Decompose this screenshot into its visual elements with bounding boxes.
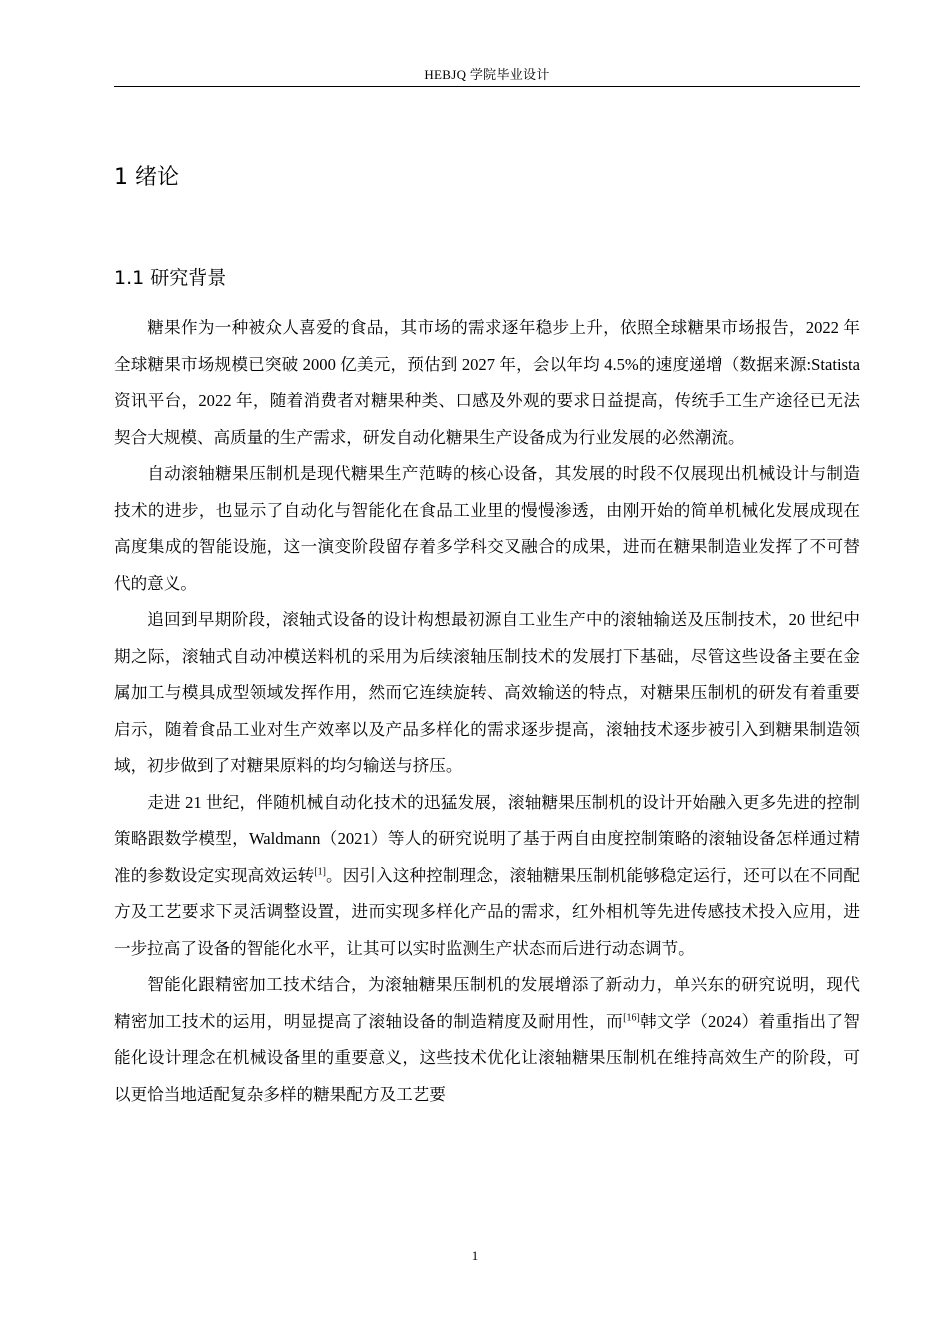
chapter-heading: 1 绪论 — [114, 165, 179, 190]
section-heading: 1.1 研究背景 — [114, 267, 227, 289]
paragraph-text: 韩文学（2024）着重指出了智能化设计理念在机械设备里的重要意义，这些技术优化让滚轴糖果压制机在维持高效生产的阶段，可以更恰当地适配复杂多样的糖果配方及工艺要 — [114, 1011, 861, 1104]
body-text — [114, 310, 860, 1113]
paragraph: 糖果作为一种被众人喜爱的食品，其市场的需求逐年稳步上升，依照全球糖果市场报告，2022 年全球糖果市场规模已突破 2000 亿美元，预估到 2027 年，会以年均 4.5%的速度递增（数据来源:Statista 资讯平台，2022 年，随着消费者对糖果种类、口感及外观的要求日益提高，传统手工生产途径已无法契合大规模、高质量的生产需求，研发自动化糖果生产设备成为行业发展的必然潮流。 — [114, 318, 860, 447]
page-number: 1 — [471, 1248, 479, 1263]
paragraph-text: 走进 21 世纪，伴随机械自动化技术的迅猛发展，滚轴糖果压制机的设计开始融入更多先进的控制策略跟数学模型，Waldmann（2021）等人的研究说明了基于两自由度控制策略的滚轴设备怎样通过精准的参数设定实现高效运转 — [114, 792, 860, 885]
paragraph-text: 。因引入这种控制理念，滚轴糖果压制机能够稳定运行，还可以在不同配方及工艺要求下灵活调整设置，进而实现多样化产品的需求，红外相机等先进传感技术投入应用，进一步拉高了设备的智能化水平，让其可以实时监测生产状态而后进行动态调节。 — [114, 865, 861, 958]
header-divider — [114, 86, 860, 87]
paragraph: 自动滚轴糖果压制机是现代糖果生产范畴的核心设备，其发展的时段不仅展现出机械设计与制造技术的进步，也显示了自动化与智能化在食品工业里的慢慢渗透，由刚开始的简单机械化发展成现在高度集成的智能设施，这一演变阶段留存着多学科交叉融合的成果，进而在糖果制造业发挥了不可替代的意义。 — [114, 464, 860, 593]
paragraph: 追回到早期阶段，滚轴式设备的设计构想最初源自工业生产中的滚轴输送及压制技术，20 世纪中期之际，滚轴式自动冲模送料机的采用为后续滚轴压制技术的发展打下基础，尽管这些设备主要在金属加工与模具成型领域发挥作用，然而它连续旋转、高效输送的特点，对糖果压制机的研发有着重要启示，随着食品工业对生产效率以及产品多样化的需求逐步提高，滚轴技术逐步被引入到糖果制造领域，初步做到了对糖果原料的均匀输送与挤压。 — [114, 610, 860, 775]
paragraph — [114, 967, 860, 1113]
citation-ref[interactable]: [16] — [623, 1011, 640, 1023]
paragraph — [114, 785, 860, 968]
running-header: HEBJQ 学院毕业设计 — [424, 67, 550, 82]
citation-ref[interactable]: [1] — [314, 865, 326, 877]
paragraph-text: 智能化跟精密加工技术结合，为滚轴糖果压制机的发展增添了新动力，单兴东的研究说明，现代精密加工技术的运用，明显提高了滚轴设备的制造精度及耐用性，而 — [114, 975, 860, 1031]
